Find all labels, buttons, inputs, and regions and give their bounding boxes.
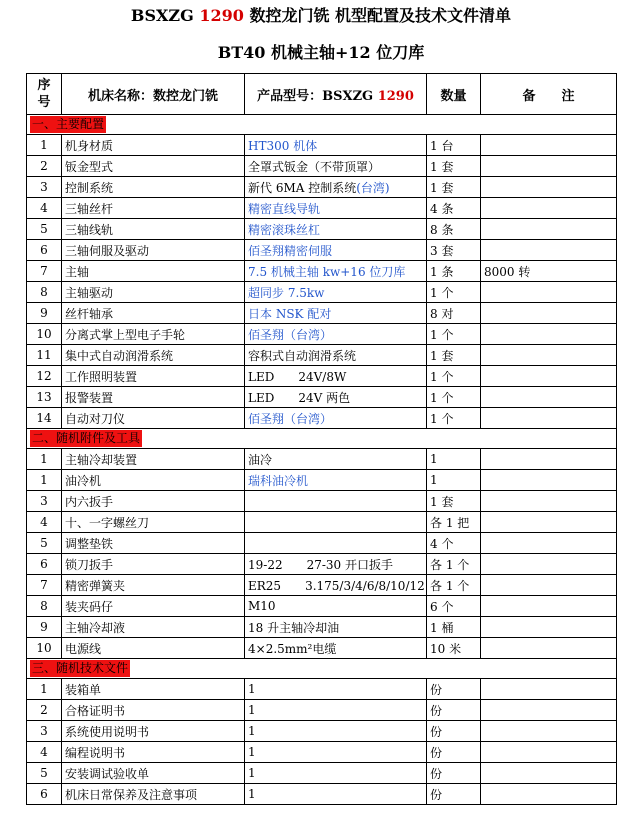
row-qty: 1 个 — [427, 387, 481, 408]
row-spec-text: 1 — [248, 787, 256, 801]
document-title — [0, 3, 642, 26]
row-qty: 1 套 — [427, 491, 481, 512]
table-row — [27, 135, 617, 156]
row-remark — [481, 135, 617, 156]
row-spec — [245, 763, 427, 784]
table-row — [27, 345, 617, 366]
row-name: 系统使用说明书 — [62, 721, 245, 742]
table-row — [27, 261, 617, 282]
row-spec — [245, 554, 427, 575]
row-remark — [481, 303, 617, 324]
row-name: 合格证明书 — [62, 700, 245, 721]
row-remark — [481, 784, 617, 805]
row-name: 主轴冷却装置 — [62, 449, 245, 470]
row-remark — [481, 198, 617, 219]
row-name: 内六扳手 — [62, 491, 245, 512]
row-name: 机床日常保养及注意事项 — [62, 784, 245, 805]
table-row — [27, 742, 617, 763]
section-cell — [27, 429, 617, 449]
table-row — [27, 198, 617, 219]
row-remark — [481, 512, 617, 533]
row-name: 三轴伺服及驱动 — [62, 240, 245, 261]
table-row — [27, 533, 617, 554]
table-row — [27, 219, 617, 240]
row-spec — [245, 470, 427, 491]
row-qty: 1 — [427, 449, 481, 470]
table-row — [27, 575, 617, 596]
row-name: 机身材质 — [62, 135, 245, 156]
row-qty: 份 — [427, 784, 481, 805]
row-no: 4 — [27, 198, 62, 219]
row-spec — [245, 721, 427, 742]
section-row — [27, 429, 617, 449]
row-no: 1 — [27, 449, 62, 470]
row-no: 6 — [27, 784, 62, 805]
row-remark — [481, 491, 617, 512]
row-spec-text: 新代 6MA 控制系统 — [248, 180, 357, 195]
row-name: 主轴驱动 — [62, 282, 245, 303]
row-no: 8 — [27, 282, 62, 303]
row-spec — [245, 784, 427, 805]
row-spec-text: 佰圣翔（台湾） — [248, 411, 333, 426]
row-qty: 1 桶 — [427, 617, 481, 638]
row-no: 1 — [27, 135, 62, 156]
table-row — [27, 470, 617, 491]
row-spec-text: M10 — [248, 599, 276, 613]
table-header-row — [27, 74, 617, 115]
row-spec-text: 全罩式钣金（不带顶罩） — [248, 159, 381, 174]
row-qty: 4 条 — [427, 198, 481, 219]
row-spec-text: 4×2.5mm²电缆 — [248, 641, 337, 656]
section-label: 二、随机附件及工具 — [32, 431, 141, 445]
row-spec — [245, 324, 427, 345]
row-name: 锁刀扳手 — [62, 554, 245, 575]
row-no: 6 — [27, 240, 62, 261]
title-doc: 机型配置及技术文件清单 — [335, 6, 512, 25]
row-qty: 各 1 把 — [427, 512, 481, 533]
table-row — [27, 512, 617, 533]
row-spec-text: 19-22 27-30 开口扳手 — [248, 557, 394, 572]
row-qty: 各 1 个 — [427, 554, 481, 575]
table-row — [27, 366, 617, 387]
table-row — [27, 596, 617, 617]
row-qty: 4 个 — [427, 533, 481, 554]
section-row — [27, 659, 617, 679]
header-seq — [27, 74, 62, 115]
row-qty: 1 套 — [427, 345, 481, 366]
row-name: 钣金型式 — [62, 156, 245, 177]
row-spec — [245, 198, 427, 219]
document-subtitle: BT40 机械主轴+12 位刀库 — [217, 43, 425, 62]
row-spec — [245, 177, 427, 198]
row-no: 2 — [27, 156, 62, 177]
row-name: 丝杆轴承 — [62, 303, 245, 324]
row-no: 10 — [27, 638, 62, 659]
row-name: 装夹码仔 — [62, 596, 245, 617]
row-qty: 1 台 — [427, 135, 481, 156]
row-qty: 1 套 — [427, 177, 481, 198]
row-spec — [245, 345, 427, 366]
row-spec-text: LED 24V 两色 — [248, 390, 351, 405]
row-spec — [245, 700, 427, 721]
row-remark — [481, 679, 617, 700]
row-name: 集中式自动润滑系统 — [62, 345, 245, 366]
row-spec-text: 容积式自动润滑系统 — [248, 348, 357, 363]
row-spec — [245, 240, 427, 261]
section-row — [27, 115, 617, 135]
row-name: 安装调试验收单 — [62, 763, 245, 784]
row-no: 9 — [27, 617, 62, 638]
row-qty: 10 米 — [427, 638, 481, 659]
row-no: 3 — [27, 721, 62, 742]
row-no: 9 — [27, 303, 62, 324]
table-row — [27, 324, 617, 345]
row-spec — [245, 219, 427, 240]
header-qty: 数量 — [427, 74, 481, 115]
row-remark — [481, 282, 617, 303]
row-no: 4 — [27, 742, 62, 763]
row-spec-text: 佰圣翔精密伺服 — [248, 243, 333, 258]
row-no: 3 — [27, 177, 62, 198]
row-no: 7 — [27, 261, 62, 282]
table-row — [27, 784, 617, 805]
row-spec-suffix: (台湾) — [356, 180, 390, 195]
row-spec-text: 超同步 7.5kw — [248, 285, 325, 300]
row-spec-text: 7.5 机械主轴 kw+16 位刀库 — [248, 264, 406, 279]
row-spec — [245, 491, 427, 512]
row-no: 6 — [27, 554, 62, 575]
row-spec — [245, 408, 427, 429]
row-spec — [245, 303, 427, 324]
row-spec — [245, 575, 427, 596]
row-spec — [245, 282, 427, 303]
table-row — [27, 679, 617, 700]
row-qty: 份 — [427, 721, 481, 742]
row-spec — [245, 533, 427, 554]
title-model-number: 1290 — [199, 6, 244, 25]
table-row — [27, 617, 617, 638]
row-qty: 1 套 — [427, 156, 481, 177]
row-remark — [481, 700, 617, 721]
row-no: 3 — [27, 491, 62, 512]
row-spec — [245, 512, 427, 533]
row-qty: 1 — [427, 470, 481, 491]
table-row — [27, 156, 617, 177]
row-spec — [245, 449, 427, 470]
row-name: 主轴 — [62, 261, 245, 282]
row-remark — [481, 156, 617, 177]
row-qty: 份 — [427, 700, 481, 721]
row-qty: 1 个 — [427, 282, 481, 303]
row-qty: 3 套 — [427, 240, 481, 261]
row-no: 8 — [27, 596, 62, 617]
row-qty: 6 个 — [427, 596, 481, 617]
row-qty: 1 个 — [427, 366, 481, 387]
row-spec — [245, 742, 427, 763]
table-row — [27, 408, 617, 429]
row-name: 电源线 — [62, 638, 245, 659]
row-spec-text: 1 — [248, 682, 256, 696]
row-no: 2 — [27, 700, 62, 721]
row-remark — [481, 345, 617, 366]
row-no: 12 — [27, 366, 62, 387]
row-no: 1 — [27, 470, 62, 491]
row-no: 5 — [27, 763, 62, 784]
title-machine: 数控龙门铣 — [249, 6, 330, 25]
row-no: 5 — [27, 533, 62, 554]
row-remark — [481, 554, 617, 575]
row-name: 调整垫铁 — [62, 533, 245, 554]
row-remark: 8000 转 — [481, 261, 617, 282]
row-name: 控制系统 — [62, 177, 245, 198]
row-qty: 份 — [427, 679, 481, 700]
table-row — [27, 303, 617, 324]
row-name: 自动对刀仪 — [62, 408, 245, 429]
row-qty: 份 — [427, 763, 481, 784]
row-spec — [245, 156, 427, 177]
row-qty: 8 对 — [427, 303, 481, 324]
table-row — [27, 177, 617, 198]
row-spec — [245, 596, 427, 617]
row-remark — [481, 408, 617, 429]
row-qty: 1 个 — [427, 408, 481, 429]
row-spec-text: 精密滚珠丝杠 — [248, 222, 321, 237]
row-name: 油冷机 — [62, 470, 245, 491]
row-remark — [481, 449, 617, 470]
row-spec-text: 1 — [248, 766, 256, 780]
row-qty: 份 — [427, 742, 481, 763]
header-seq-text: 序号 — [37, 78, 51, 110]
row-remark — [481, 575, 617, 596]
row-no: 13 — [27, 387, 62, 408]
table-row — [27, 387, 617, 408]
row-no: 7 — [27, 575, 62, 596]
header-machine-name: 机床名称：数控龙门铣 — [62, 74, 245, 115]
table-row — [27, 240, 617, 261]
row-remark — [481, 763, 617, 784]
table-row — [27, 700, 617, 721]
row-remark — [481, 742, 617, 763]
row-remark — [481, 638, 617, 659]
header-model — [245, 74, 427, 115]
section-label: 三、随机技术文件 — [32, 661, 129, 675]
row-name: 三轴丝杆 — [62, 198, 245, 219]
row-no: 11 — [27, 345, 62, 366]
row-qty: 1 条 — [427, 261, 481, 282]
row-name: 精密弹簧夹 — [62, 575, 245, 596]
table-row — [27, 282, 617, 303]
row-spec-text: 油冷 — [248, 452, 273, 467]
header-model-label: 产品型号：BSXZG — [257, 88, 374, 104]
row-remark — [481, 240, 617, 261]
row-spec-text: 1 — [248, 745, 256, 759]
row-spec-text: 佰圣翔（台湾） — [248, 327, 333, 342]
row-spec — [245, 387, 427, 408]
row-no: 1 — [27, 679, 62, 700]
row-name: 编程说明书 — [62, 742, 245, 763]
row-spec — [245, 617, 427, 638]
row-remark — [481, 596, 617, 617]
row-no: 14 — [27, 408, 62, 429]
row-spec-text: 瑞科油冷机 — [248, 473, 309, 488]
row-remark — [481, 219, 617, 240]
table-row — [27, 763, 617, 784]
row-spec-text: HT300 — [248, 138, 290, 153]
title-model-prefix: BSXZG — [130, 6, 194, 25]
row-spec-text: ER25 3.175/3/4/6/8/10/12 — [248, 578, 425, 593]
row-name: 工作照明装置 — [62, 366, 245, 387]
section-cell — [27, 115, 617, 135]
row-qty: 各 1 个 — [427, 575, 481, 596]
row-remark — [481, 366, 617, 387]
row-spec — [245, 261, 427, 282]
row-spec-suffix: 机体 — [289, 138, 318, 153]
section-cell — [27, 659, 617, 679]
row-remark — [481, 721, 617, 742]
row-name: 十、一字螺丝刀 — [62, 512, 245, 533]
row-remark — [481, 324, 617, 345]
table-row — [27, 721, 617, 742]
header-model-number: 1290 — [377, 88, 414, 104]
table-row — [27, 491, 617, 512]
row-spec — [245, 135, 427, 156]
row-remark — [481, 617, 617, 638]
table-body — [27, 115, 617, 805]
row-qty: 8 条 — [427, 219, 481, 240]
row-spec-text: 18 升主轴冷却油 — [248, 620, 340, 635]
row-spec-text: 日本 NSK 配对 — [248, 306, 332, 321]
row-remark — [481, 387, 617, 408]
row-name: 报警装置 — [62, 387, 245, 408]
header-remark: 备 注 — [481, 74, 617, 115]
section-label: 一、主要配置 — [32, 117, 105, 131]
row-spec-text: 精密直线导轨 — [248, 201, 321, 216]
row-remark — [481, 533, 617, 554]
row-spec-text: LED 24V/8W — [248, 369, 347, 384]
row-remark — [481, 177, 617, 198]
row-no: 5 — [27, 219, 62, 240]
row-name: 主轴冷却液 — [62, 617, 245, 638]
row-no: 4 — [27, 512, 62, 533]
row-spec-text: 1 — [248, 703, 256, 717]
row-remark — [481, 470, 617, 491]
row-spec — [245, 679, 427, 700]
row-name: 分离式掌上型电子手轮 — [62, 324, 245, 345]
row-spec — [245, 366, 427, 387]
row-no: 10 — [27, 324, 62, 345]
table-row — [27, 449, 617, 470]
row-name: 三轴线轨 — [62, 219, 245, 240]
row-name: 装箱单 — [62, 679, 245, 700]
table-row — [27, 554, 617, 575]
row-spec-text: 1 — [248, 724, 256, 738]
table-row — [27, 638, 617, 659]
row-qty: 1 个 — [427, 324, 481, 345]
row-spec — [245, 638, 427, 659]
config-table — [26, 73, 617, 805]
